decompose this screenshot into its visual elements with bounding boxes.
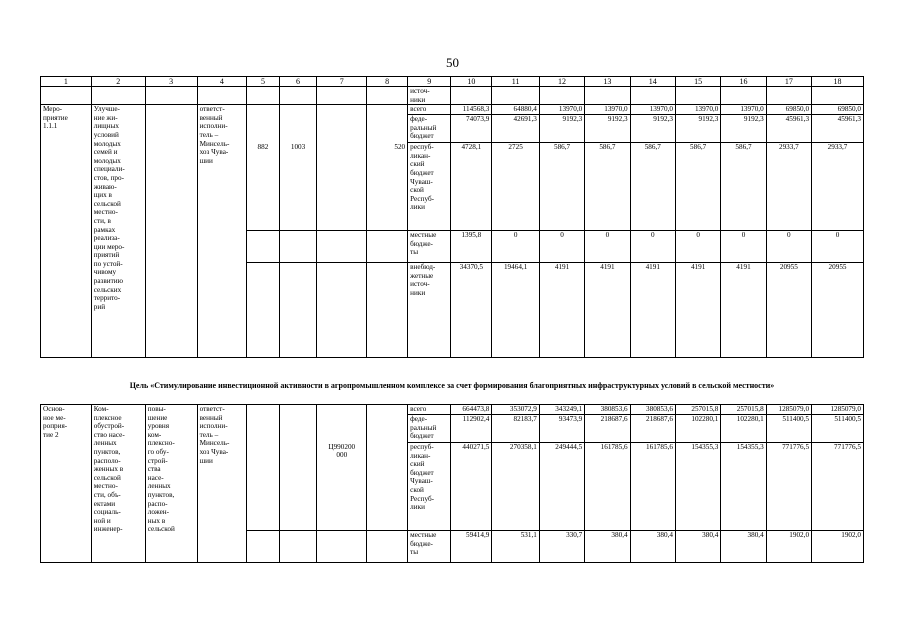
col-number: 14	[630, 77, 675, 87]
value-cell: 1902,0	[812, 531, 864, 563]
value-cell: 59414,9	[451, 531, 492, 563]
value-cell: 0	[766, 231, 811, 263]
funding-source: местные бюдже- ты	[408, 231, 451, 263]
col-number: 18	[812, 77, 864, 87]
value-cell: 343249,1	[539, 405, 584, 415]
funding-source: всего	[408, 105, 451, 115]
value-cell: 380,4	[721, 531, 766, 563]
value-cell: 4191	[721, 263, 766, 358]
value-cell: 82183,7	[492, 415, 540, 443]
value-cell: 586,7	[721, 143, 766, 231]
value-cell: 511400,5	[766, 415, 811, 443]
value-cell: 9192,3	[585, 115, 630, 143]
value-cell: 45961,3	[812, 115, 864, 143]
col-number: 9	[408, 77, 451, 87]
funding-source: феде- ральный бюджет	[408, 115, 451, 143]
value-cell: 353072,9	[492, 405, 540, 415]
value-cell: 1285079,0	[766, 405, 811, 415]
value-cell: 2933,7	[766, 143, 811, 231]
value-cell: 19464,1	[492, 263, 540, 358]
value-cell: 249444,5	[539, 443, 584, 531]
col-number: 3	[145, 77, 197, 87]
value-cell: 4191	[630, 263, 675, 358]
value-cell: 380853,6	[585, 405, 630, 415]
value-cell: 771776,5	[812, 443, 864, 531]
col-number: 16	[721, 77, 766, 87]
budget-code: Ц990200 000	[317, 443, 367, 531]
value-cell: 34370,5	[451, 263, 492, 358]
value-cell: 586,7	[630, 143, 675, 231]
value-cell: 0	[630, 231, 675, 263]
value-cell: 13970,0	[539, 105, 584, 115]
funding-source: феде- ральный бюджет	[408, 415, 451, 443]
value-cell: 154355,3	[675, 443, 720, 531]
col-number: 1	[41, 77, 92, 87]
responsible-executor: ответст- венный исполни- тель – Минсель- хоз Чува- шии	[197, 405, 247, 563]
goal-heading: Цель «Стимулирование инвестиционной активности в агропромышленном комплексе за счет формирования благоприятных инфраструктурных условий в сельской местности»	[129, 381, 775, 390]
value-cell: 69850,0	[766, 105, 811, 115]
value-cell: 161785,6	[630, 443, 675, 531]
value-cell: 93473,9	[539, 415, 584, 443]
value-cell: 270358,1	[492, 443, 540, 531]
value-cell: 586,7	[585, 143, 630, 231]
value-cell: 0	[492, 231, 540, 263]
budget-code	[317, 143, 367, 231]
value-cell: 0	[721, 231, 766, 263]
value-cell: 4191	[539, 263, 584, 358]
measure-name: Основ- ное ме- роприя- тие 2	[41, 405, 92, 563]
measure-description: Улучше- ние жи- лищных условий молодых семей и молодых специали- стов, про- живаю- щих в сельской местно- сти, в рамках реализа- ции меро- приятий по устой- чивому развитию сельских террито- рий	[91, 105, 145, 358]
value-cell: 380,4	[675, 531, 720, 563]
value-cell: 0	[812, 231, 864, 263]
value-cell: 9192,3	[539, 115, 584, 143]
measure-description: Ком- плексное обустрой- ство насе- ленных пунктов, располо- женных в сельской местно- сти, объ- ектами социаль- ной и инженер-	[91, 405, 145, 563]
value-cell: 664473,8	[451, 405, 492, 415]
continuation-row	[41, 87, 864, 105]
value-cell: 161785,6	[585, 443, 630, 531]
value-cell: 0	[675, 231, 720, 263]
value-cell: 64880,4	[492, 105, 540, 115]
value-cell: 4191	[675, 263, 720, 358]
measure-target: повы- шение уровня ком- плексно- го обу- строй- ства насе- ленных пунктов, распо- ложен- ных в сельской	[145, 405, 197, 563]
value-cell: 9192,3	[675, 115, 720, 143]
value-cell: 440271,5	[451, 443, 492, 531]
value-cell: 4191	[585, 263, 630, 358]
value-cell: 380,4	[630, 531, 675, 563]
value-cell: 218687,6	[585, 415, 630, 443]
value-cell: 13970,0	[630, 105, 675, 115]
col-number: 5	[247, 77, 279, 87]
program-table-bottom	[40, 404, 864, 563]
value-cell: 13970,0	[675, 105, 720, 115]
value-cell: 0	[585, 231, 630, 263]
funding-source: источ- ники	[408, 87, 451, 105]
value-cell: 9192,3	[630, 115, 675, 143]
value-cell: 2725	[492, 143, 540, 231]
value-cell: 13970,0	[721, 105, 766, 115]
value-cell: 218687,6	[630, 415, 675, 443]
col-number: 8	[367, 77, 408, 87]
funding-source: респуб- ликан- ский бюджет Чуваш- ской Респуб- лики	[408, 443, 451, 531]
table-row	[41, 405, 864, 415]
value-cell: 586,7	[539, 143, 584, 231]
measure-name: Меро- приятие 1.1.1	[41, 105, 92, 358]
value-cell: 102280,1	[721, 415, 766, 443]
value-cell: 4728,1	[451, 143, 492, 231]
column-number-row	[41, 77, 864, 87]
budget-code: 520	[367, 143, 408, 231]
responsible-executor: ответст- венный исполни- тель – Минсель- хоз Чува- шии	[197, 105, 247, 358]
value-cell: 531,1	[492, 531, 540, 563]
value-cell: 771776,5	[766, 443, 811, 531]
funding-source: всего	[408, 405, 451, 415]
budget-code: 882	[247, 143, 279, 231]
value-cell: 380853,6	[630, 405, 675, 415]
col-number: 2	[91, 77, 145, 87]
value-cell: 1285079,0	[812, 405, 864, 415]
value-cell: 0	[539, 231, 584, 263]
col-number: 7	[317, 77, 367, 87]
budget-code: 1003	[279, 143, 317, 231]
value-cell: 20955	[766, 263, 811, 358]
budget-code	[367, 443, 408, 531]
value-cell: 2933,7	[812, 143, 864, 231]
value-cell: 114568,3	[451, 105, 492, 115]
col-number: 13	[585, 77, 630, 87]
table-row	[41, 105, 864, 115]
value-cell: 330,7	[539, 531, 584, 563]
value-cell: 511400,5	[812, 415, 864, 443]
value-cell: 112902,4	[451, 415, 492, 443]
value-cell: 154355,3	[721, 443, 766, 531]
value-cell: 1902,0	[766, 531, 811, 563]
value-cell: 74073,9	[451, 115, 492, 143]
col-number: 12	[539, 77, 584, 87]
col-number: 6	[279, 77, 317, 87]
budget-code	[279, 443, 317, 531]
value-cell: 45961,3	[766, 115, 811, 143]
value-cell: 102280,1	[675, 415, 720, 443]
value-cell: 586,7	[675, 143, 720, 231]
value-cell: 69850,0	[812, 105, 864, 115]
value-cell: 13970,0	[585, 105, 630, 115]
col-number: 17	[766, 77, 811, 87]
col-number: 4	[197, 77, 247, 87]
col-number: 11	[492, 77, 540, 87]
col-number: 15	[675, 77, 720, 87]
value-cell: 9192,3	[721, 115, 766, 143]
budget-code	[247, 443, 279, 531]
value-cell: 1395,8	[451, 231, 492, 263]
funding-source: местные бюдже- ты	[408, 531, 451, 563]
value-cell: 380,4	[585, 531, 630, 563]
program-table-top	[40, 76, 864, 358]
value-cell: 42691,3	[492, 115, 540, 143]
value-cell: 257015,8	[675, 405, 720, 415]
page-number: 50	[446, 55, 459, 70]
col-number: 10	[451, 77, 492, 87]
value-cell: 20955	[812, 263, 864, 358]
value-cell: 257015,8	[721, 405, 766, 415]
funding-source: респуб- ликан- ский бюджет Чуваш- ской Респуб- лики	[408, 143, 451, 231]
funding-source: внебюд- жетные источ- ники	[408, 263, 451, 358]
